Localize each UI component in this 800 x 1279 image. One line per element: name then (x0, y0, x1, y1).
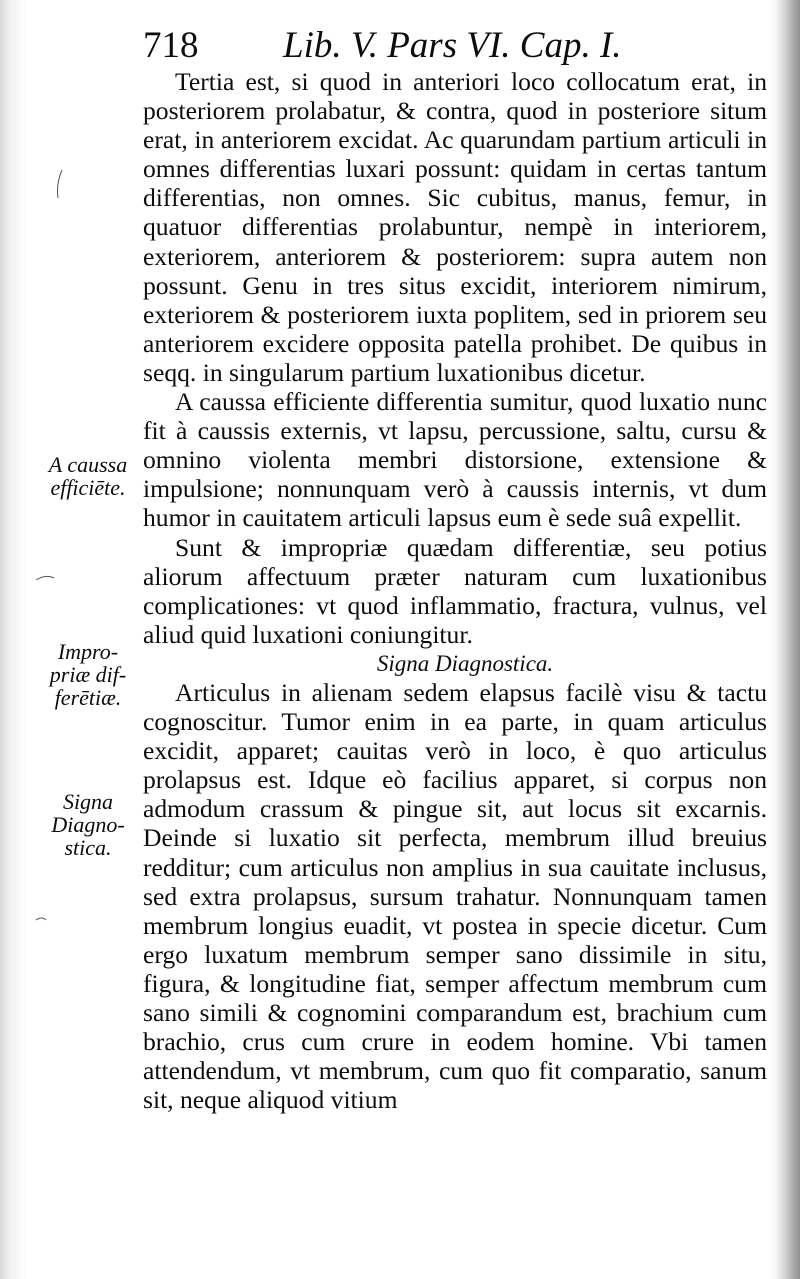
paragraph-diagnostic-signs: Articulus in alienam sedem elapsus facilè visu & tactu cognoscitur. Tumor enim in ea parte, in quam articulus excidit, apparet; cauitas verò in loco, è quo articulus prolapsus est. Idque eò facilius apparet, si corpus non admodum crassum & pingue sit, aut locus sit excarnis. Deinde si luxatio sit perfecta, membrum illud breuius redditur; cum articulus non amplius in sua cauitate inclusus, sed extra prolapsus, sursum trahatur. Nonnunquam tamen membrum longius euadit, vt postea in specie dicetur. Cum ergo luxatum membrum semper sano dissimile in situ, figura, & longitudine fiat, semper affectum membrum cum sano simili & cognomini comparandum est, brachium cum brachio, crus cum crure in eodem homine. Vbi tamen attendendum, vt membrum, cum quo fit comparatio, sanum sit, neque aliquod vitium (143, 677, 767, 1115)
marginal-note-line: efficiēte. (50, 475, 126, 500)
main-text-block (143, 67, 767, 1114)
page-number: 718 (143, 25, 199, 66)
paragraph-improper-differences: Sunt & impropriæ quædam differentiæ, seu potius aliorum affectuum præter naturam cum luxationibus complicationes: vt quod inflammatio, fractura, vulnus, vel aliud quid luxationi coniungitur. (143, 532, 767, 649)
marginal-note-line: Impro- (57, 639, 119, 664)
running-title: Lib. V. Pars VI. Cap. I. (283, 25, 622, 66)
paragraph-luxation-positions: Tertia est, si quod in anteriori loco collocatum erat, in posteriorem prolabatur, & contra, quod in posteriore situm erat, in anteriorem excidat. Ac quarundam partium articuli in omnes differentias luxari possunt: quidam in certas tantum differentias, non omnes. Sic cubitus, manus, femur, in quatuor differentias prolabuntur, nempè in interiorem, exteriorem, anteriorem & posteriorem: supra autem non possunt. Genu in tres situs excidit, interiorem nimirum, exteriorem & posteriorem iuxta poplitem, sed in priorem seu anteriorem excidere opposita patella prohibet. De quibus in seqq. in singularum partium luxationibus dicetur. (143, 67, 767, 387)
marginal-note-line: priæ dif- (49, 662, 127, 687)
marginal-note-line: Signa (62, 789, 114, 814)
section-heading: Signa Diagnostica. (376, 650, 554, 676)
marginal-note-line: stica. (64, 835, 112, 860)
paragraph-efficient-cause: A caussa efficiente differentia sumitur, quod luxatio nunc fit à caussis externis, vt lapsu, percussione, saltu, cursu & omnino violenta membri distorsione, extensione & impulsione; nonnunquam verò à caussis internis, vt dum humor in cauitatem articuli lapsus eum è sede suâ expellit. (143, 387, 767, 533)
marginal-note-line: A caussa (48, 452, 128, 477)
marginal-note-line: Diagno- (51, 812, 125, 837)
marginal-note-line: ferētiæ. (54, 685, 122, 710)
